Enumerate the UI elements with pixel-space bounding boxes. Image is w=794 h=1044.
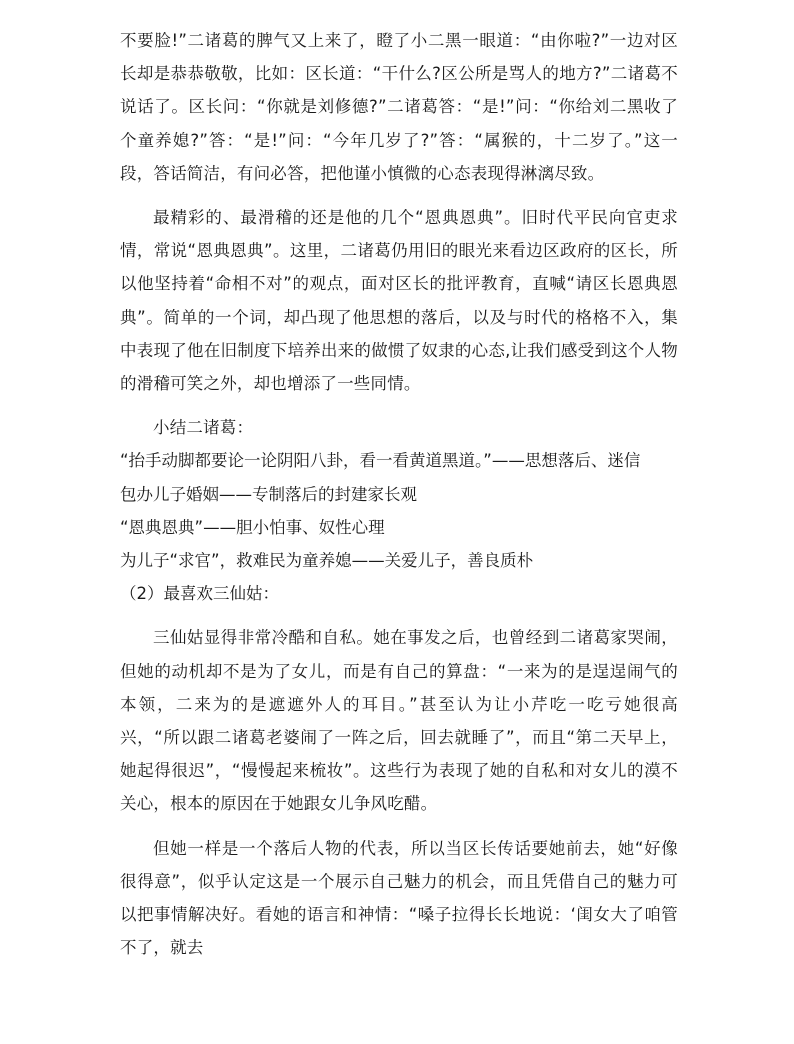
paragraph-sanxiangu-backward: 但她一样是一个落后人物的代表，所以当区长传话要她前去，她“好像很得意”，似乎认定这是一个展示自己魅力的机会，而且凭借自己的魅力可以把事情解决好。看她的语言和神情：“嗓子拉得长长地说：‘闺女大了咱管不了，就去 (120, 838, 678, 958)
summary-heading: 小结二诸葛： (153, 418, 254, 438)
section-heading-sanxiangu: （2）最喜欢三仙姑： (120, 584, 279, 604)
paragraph-erzhuge-dialogue: 不要脸!”二诸葛的脾气又上来了，瞪了小二黑一眼道：“由你啦?”一边对区长却是恭恭敬敬，比如：区长道：“干什么?区公所是骂人的地方?”二诸葛不说话了。区长问：“你就是刘修德?”二诸葛答：“是!”问：“你给刘二黑收了个童养媳?”答：“是!”问：“今年几岁了?”答：“属猴的，十二岁了。”这一段，答话简洁，有问必答，把他谨小慎微的心态表现得淋漓尽致。 (120, 31, 678, 183)
paragraph-endian: 最精彩的、最滑稽的还是他的几个“恩典恩典”。旧时代平民向官吏求情，常说“恩典恩典”。这里，二诸葛仍用旧的眼光来看边区政府的区长，所以他坚持着“命相不对”的观点，面对区长的批评教育，直喊“请区长恩典恩典”。简单的一个词，却凸现了他思想的落后，以及与时代的格格不入，集中表现了他在旧制度下培养出来的做惯了奴隶的心态,让我们感受到这个人物的滑稽可笑之外，却也增添了一些同情。 (120, 208, 678, 394)
document-page (120, 0, 678, 964)
summary-line-servility: “恩典恩典”——胆小怕事、奴性心理 (120, 517, 385, 537)
summary-line-kindness: 为儿子“求官”，救难民为童养媳——关爱儿子，善良质朴 (120, 551, 534, 571)
summary-line-arranged-marriage: 包办儿子婚姻——专制落后的封建家长观 (120, 484, 417, 504)
summary-line-superstition: “抬手动脚都要论一论阴阳八卦，看一看黄道黑道。”——思想落后、迷信 (120, 451, 641, 471)
paragraph-sanxiangu-selfish: 三仙姑显得非常冷酷和自私。她在事发之后，也曾经到二诸葛家哭闹，但她的动机却不是为了女儿，而是有自己的算盘：“一来为的是逞逞闹气的本领，二来为的是遮遮外人的耳目。”甚至认为让小芹吃一吃亏她很高兴，“所以跟二诸葛老婆闹了一阵之后，回去就睡了”，而且“第二天早上，她起得很迟”，“慢慢起来梳妆”。这些行为表现了她的自私和对女儿的漠不关心，根本的原因在于她跟女儿争风吃醋。 (120, 628, 678, 814)
